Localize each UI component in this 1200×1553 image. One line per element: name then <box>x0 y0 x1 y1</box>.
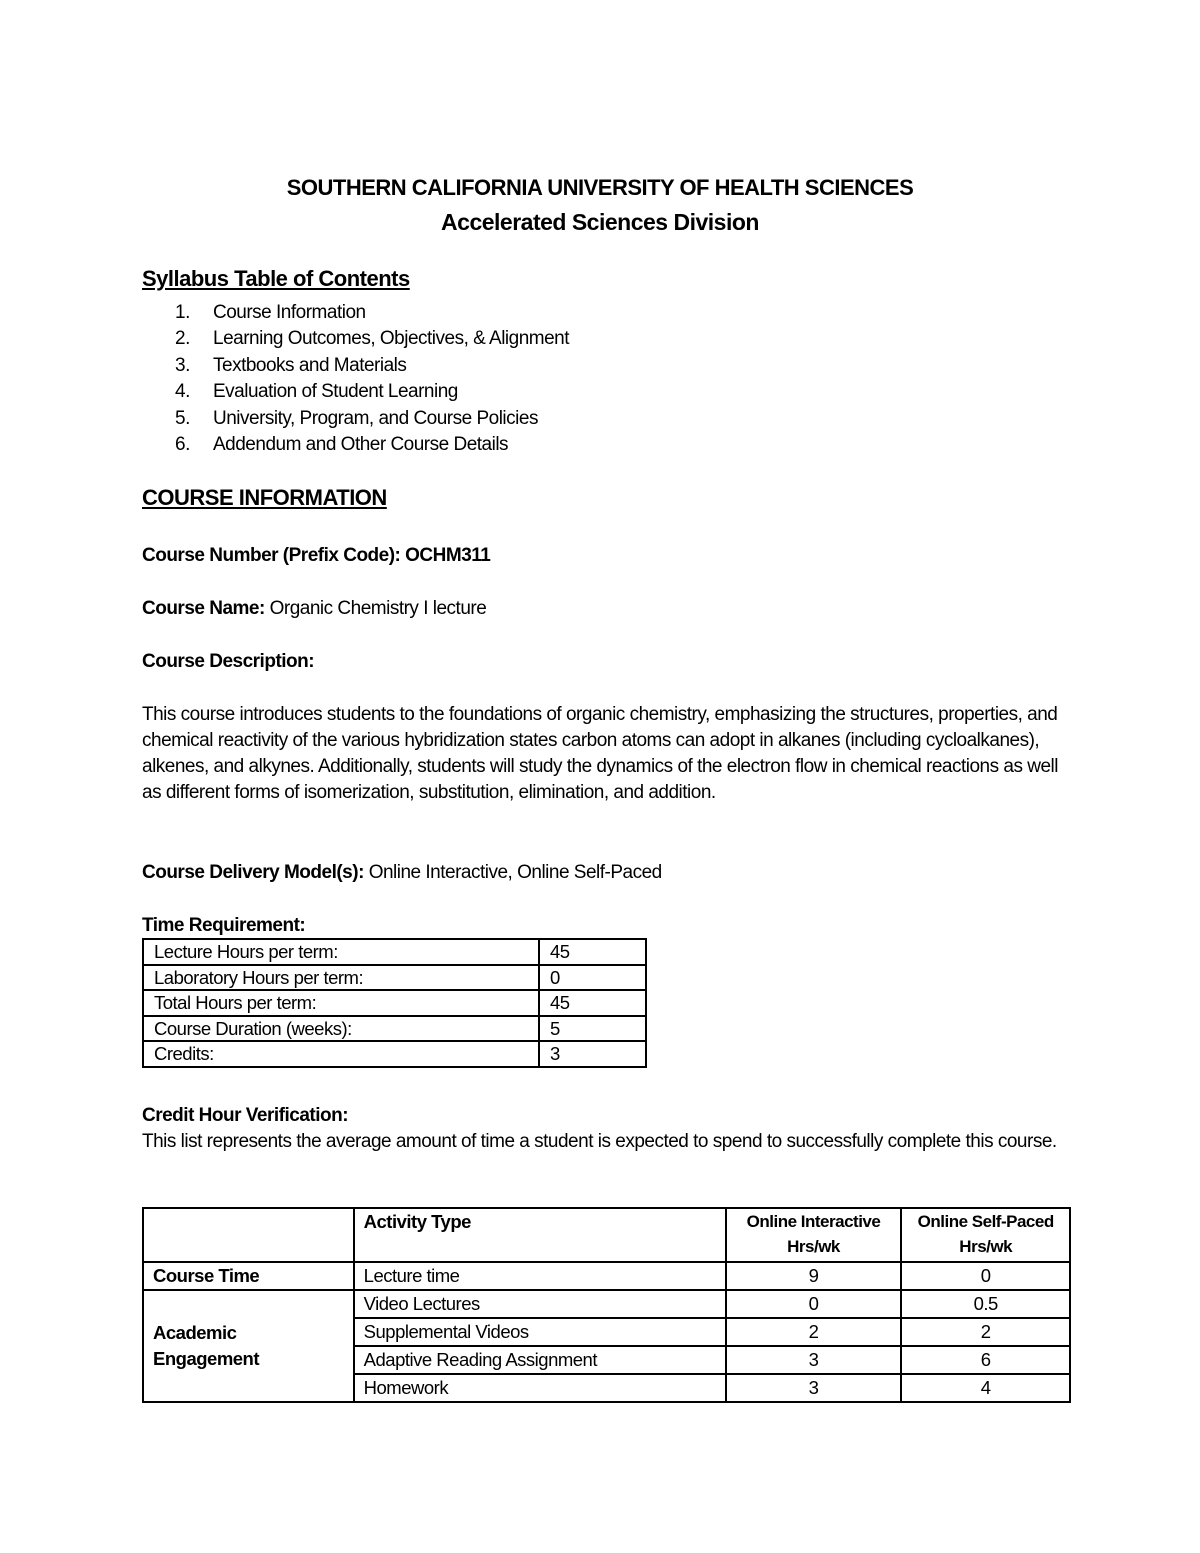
row-label: Credits: <box>143 1041 539 1067</box>
course-name <box>142 596 486 622</box>
self-paced-cell: 4 <box>901 1374 1070 1402</box>
activity-cell: Supplemental Videos <box>354 1318 726 1346</box>
toc-item <box>175 406 569 432</box>
self-paced-cell: 0.5 <box>901 1290 1070 1318</box>
toc-item <box>175 326 569 352</box>
toc-item <box>175 379 569 405</box>
credit-hour-table <box>142 1207 1071 1403</box>
row-label: Total Hours per term: <box>143 990 539 1016</box>
course-number <box>142 543 490 569</box>
credit-hour-label: Credit Hour Verification: <box>142 1105 349 1126</box>
row-value: 0 <box>539 965 646 991</box>
toc-item-number: 5. <box>175 407 190 429</box>
header-blank <box>143 1208 354 1262</box>
toc-item-number: 3. <box>175 354 190 376</box>
university-name: SOUTHERN CALIFORNIA UNIVERSITY OF HEALTH SCIENCES <box>286 175 914 200</box>
table-row <box>143 1016 646 1042</box>
row-value: 45 <box>539 990 646 1016</box>
toc-item-label: Course Information <box>213 302 366 323</box>
toc-item-label: Addendum and Other Course Details <box>213 433 509 455</box>
toc-item-label: Textbooks and Materials <box>213 354 407 376</box>
toc-item-label: Learning Outcomes, Objectives, & Alignment <box>213 328 570 350</box>
self-paced-cell: 0 <box>901 1262 1070 1290</box>
header-online-interactive: Online Interactive Hrs/wk <box>726 1208 902 1262</box>
activity-cell: Lecture time <box>354 1262 726 1290</box>
table-row <box>143 939 646 965</box>
header-activity: Activity Type <box>354 1208 726 1262</box>
toc-title: Syllabus Table of Contents <box>142 266 410 291</box>
table-row <box>143 965 646 991</box>
interactive-cell: 3 <box>726 1346 902 1374</box>
course-number-label: Course Number (Prefix Code): <box>142 545 401 566</box>
self-paced-cell: 2 <box>901 1318 1070 1346</box>
toc-item <box>175 432 569 458</box>
table-row <box>143 1041 646 1067</box>
course-info-title: COURSE INFORMATION <box>142 485 387 510</box>
course-name-label: Course Name: <box>142 598 265 619</box>
toc-item-number: 1. <box>175 302 190 323</box>
activity-cell: Homework <box>354 1374 726 1402</box>
interactive-cell: 3 <box>726 1374 902 1402</box>
toc-item-label: University, Program, and Course Policies <box>213 407 538 429</box>
course-name-value: Organic Chemistry I lecture <box>269 598 487 619</box>
course-description: This course introduces students to the foundations of organic chemistry, emphasizing the structures, properties, and chemical reactivity of the various hybridization states carbon atoms can adopt in alkanes (including cycloalkanes), alkenes, and alkynes. Additionally, students will study the dynamics of the electron flow in chemical reactions as well as different forms of isomerization, substitution, elimination, and addition. <box>142 704 1058 803</box>
row-value: 45 <box>539 939 646 965</box>
activity-cell: Video Lectures <box>354 1290 726 1318</box>
table-row <box>143 990 646 1016</box>
interactive-cell: 0 <box>726 1290 902 1318</box>
row-label: Course Duration (weeks): <box>143 1016 539 1042</box>
course-delivery <box>142 860 662 886</box>
toc-item <box>175 300 569 326</box>
division-name: Accelerated Sciences Division <box>441 209 759 235</box>
table-row <box>143 1290 1070 1318</box>
self-paced-cell: 6 <box>901 1346 1070 1374</box>
group-course-time: Course Time <box>143 1262 354 1290</box>
group-academic-engagement: Academic Engagement <box>143 1290 354 1402</box>
course-number-value: OCHM311 <box>405 545 491 566</box>
header-online-self-paced: Online Self-Paced Hrs/wk <box>901 1208 1070 1262</box>
row-value: 3 <box>539 1041 646 1067</box>
credit-hour-intro: This list represents the average amount of time a student is expected to spend to successfully complete this course. <box>142 1131 1057 1152</box>
course-delivery-value: Online Interactive, Online Self-Paced <box>368 862 662 883</box>
row-label: Laboratory Hours per term: <box>143 965 539 991</box>
time-requirement-table <box>142 938 647 1068</box>
table-header-row <box>143 1208 1070 1262</box>
toc-item <box>175 353 569 379</box>
toc-list <box>175 300 569 458</box>
toc-item-number: 6. <box>175 433 190 455</box>
row-value: 5 <box>539 1016 646 1042</box>
course-description-label: Course Description: <box>142 651 315 672</box>
course-delivery-label: Course Delivery Model(s): <box>142 862 364 883</box>
toc-item-label: Evaluation of Student Learning <box>213 381 458 403</box>
interactive-cell: 2 <box>726 1318 902 1346</box>
time-requirement-label: Time Requirement: <box>142 915 306 936</box>
row-label: Lecture Hours per term: <box>143 939 539 965</box>
table-row <box>143 1262 1070 1290</box>
interactive-cell: 9 <box>726 1262 902 1290</box>
toc-item-number: 4. <box>175 381 190 403</box>
toc-item-number: 2. <box>175 328 190 350</box>
activity-cell: Adaptive Reading Assignment <box>354 1346 726 1374</box>
